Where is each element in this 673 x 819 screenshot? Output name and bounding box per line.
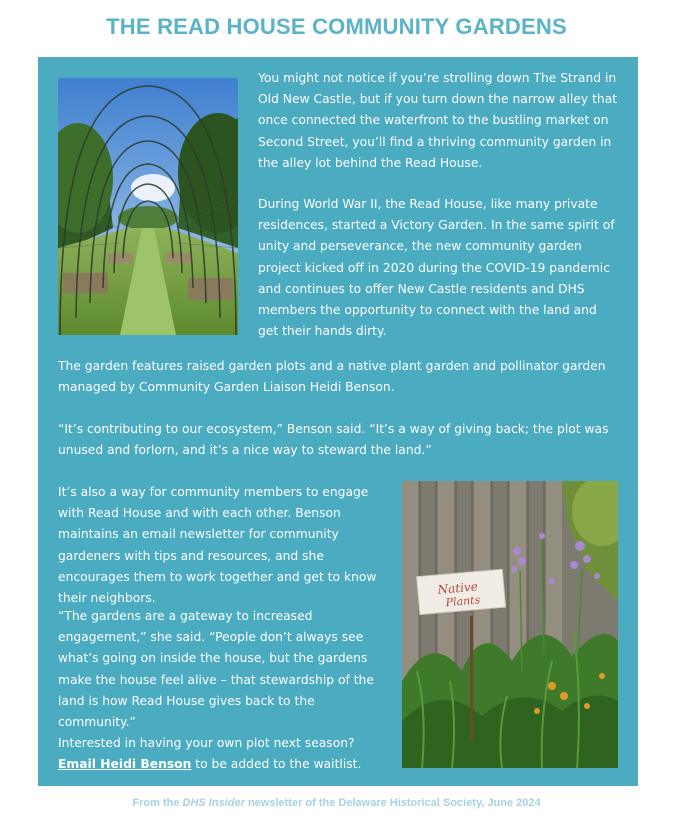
native-plants-photo — [402, 481, 618, 768]
victory-garden-paragraph: During World War II, the Read House, like many private residences, started a Victory Garden. In the same spirit of unity and perseverance, the new community garden project kicked off in 2020 during the COVID-19 pandemic and continues to offer New Castle residents and DHS members the opportunity to connect with the land and get their hands dirty. — [258, 197, 615, 339]
waitlist-paragraph — [58, 733, 398, 775]
footer-publication: DHS Insider — [182, 797, 245, 809]
engagement-quote-paragraph: “The gardens are a gateway to increased engagement,” she said. “People don’t always see what’s going on inside the house, but the gardens make the house feel alive – that stewardship of the land is how Read House gives back to the community.” — [58, 609, 374, 730]
garden-arbor-photo — [58, 78, 238, 335]
email-heidi-benson-link[interactable]: Email Heidi Benson — [58, 757, 192, 772]
sign-text-plants: Plants — [445, 593, 481, 610]
footer-suffix: newsletter of the Delaware Historical Society, June 2024 — [244, 797, 541, 809]
intro-paragraph: You might not notice if you’re strolling down The Strand in Old New Castle, but if you turn down the narrow alley that once connected the waterfront to the bustling market on Second Street, you’ll find a thriving community garden in the alley lot behind the Read House. — [258, 71, 618, 170]
community-paragraph: It’s also a way for community members to engage with Read House and with each other. Benson maintains an email newsletter for community gardeners with tips and resources, and she encourages them to work together and get to know their neighbors. — [58, 485, 377, 606]
footer-prefix: From the — [132, 797, 183, 809]
sign-text-native: Native — [437, 579, 479, 597]
footer-credit — [0, 797, 673, 809]
benson-quote-paragraph: “It’s contributing to our ecosystem,” Benson said. “It’s a way of giving back; the plot was unused and forlorn, and it’s a nice way to steward the land.” — [58, 422, 609, 458]
garden-features-paragraph: The garden features raised garden plots and a native plant garden and pollinator garden managed by Community Garden Liaison Heidi Benson. — [58, 359, 606, 395]
page-title: THE READ HOUSE COMMUNITY GARDENS — [106, 14, 567, 39]
waitlist-tail: to be added to the waitlist. — [191, 757, 362, 772]
waitlist-question: Interested in having your own plot next season? — [58, 736, 355, 750]
